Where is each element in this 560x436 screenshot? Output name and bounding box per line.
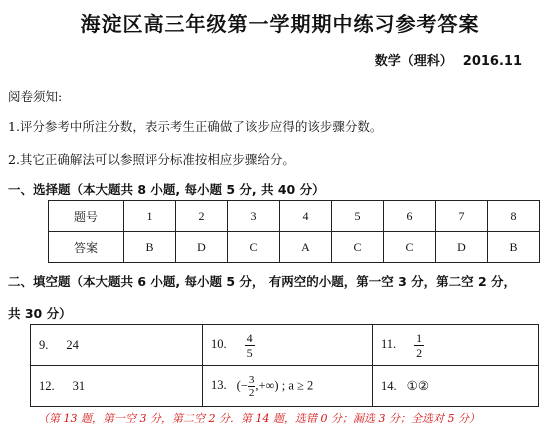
numerator: 1 xyxy=(416,330,423,345)
answer-row xyxy=(49,232,540,263)
instruction-item-1: 1.评分参考中所注分数，表示考生正确做了该步应得的该步骤分数。 xyxy=(8,119,383,134)
fill-row-2 xyxy=(31,366,539,407)
question-number: 9. xyxy=(39,337,49,352)
denominator: 2 xyxy=(248,386,255,399)
fill-row-1 xyxy=(31,325,539,366)
row-label-answer: 答案 xyxy=(49,232,124,263)
question-number: 1 xyxy=(124,201,176,232)
choice-answer-table xyxy=(48,200,540,263)
question-number: 2 xyxy=(176,201,228,232)
answer-cell: D xyxy=(176,232,228,263)
question-number: 8 xyxy=(488,201,540,232)
question-number: 10. xyxy=(211,336,227,351)
question-number: 6 xyxy=(384,201,436,232)
subject-label: 数学（理科） xyxy=(374,54,453,69)
question-number: 13. xyxy=(211,377,227,392)
denominator: 5 xyxy=(246,345,253,360)
exam-date: 2016.11 xyxy=(462,54,522,69)
numerator: 4 xyxy=(246,330,253,345)
question-number: 7 xyxy=(436,201,488,232)
question-number: 3 xyxy=(228,201,280,232)
question-number: 5 xyxy=(332,201,384,232)
question-number: 14. xyxy=(381,379,397,393)
answer-q11 xyxy=(373,325,539,366)
answer-cell: C xyxy=(384,232,436,263)
answer-q12 xyxy=(31,366,203,407)
answer-q9 xyxy=(31,325,203,366)
answer-q10 xyxy=(203,325,373,366)
fill-answer-table xyxy=(30,324,539,407)
interval-open: (− xyxy=(236,377,248,392)
answer-cell: B xyxy=(124,232,176,263)
fraction xyxy=(414,331,424,360)
numerator: 3 xyxy=(248,373,255,386)
interval-close: ,+∞) ; a ≥ 2 xyxy=(255,377,314,392)
denominator: 2 xyxy=(416,345,423,360)
section2-heading-cont: 共 30 分） xyxy=(8,306,72,321)
answer-q13 xyxy=(203,366,373,407)
answer-value: 31 xyxy=(72,378,86,393)
answer-cell: B xyxy=(488,232,540,263)
question-number: 4 xyxy=(280,201,332,232)
answer-cell: A xyxy=(280,232,332,263)
page-title: 海淀区高三年级第一学期期中练习参考答案 xyxy=(80,12,480,36)
answer-cell: C xyxy=(332,232,384,263)
instructions-heading: 阅卷须知: xyxy=(8,89,63,104)
answer-q14 xyxy=(373,366,539,407)
question-number: 12. xyxy=(39,378,55,393)
scoring-note: （第 13 题，第一空 3 分，第二空 2 分．第 14 题，选错 0 分；漏选 3 分；全选对 5 分） xyxy=(38,412,480,425)
answer-value: ①② xyxy=(406,379,430,393)
instruction-item-2: 2.其它正确解法可以参照评分标准按相应步骤给分。 xyxy=(8,152,295,167)
question-number: 11. xyxy=(381,336,397,351)
answer-value: 24 xyxy=(66,337,79,352)
question-number-row xyxy=(49,201,540,232)
subject-line xyxy=(375,50,522,69)
section2-heading: 二、填空题（本大题共 6 小题, 每小题 5 分， 有两空的小题，第一空 3 分，第二空 2 分， xyxy=(8,274,517,289)
row-label-number: 题号 xyxy=(49,201,124,232)
section1-heading: 一、选择题（本大题共 8 小题, 每小题 5 分, 共 40 分） xyxy=(8,182,325,197)
answer-cell: D xyxy=(436,232,488,263)
answer-cell: C xyxy=(228,232,280,263)
fraction xyxy=(245,331,255,360)
